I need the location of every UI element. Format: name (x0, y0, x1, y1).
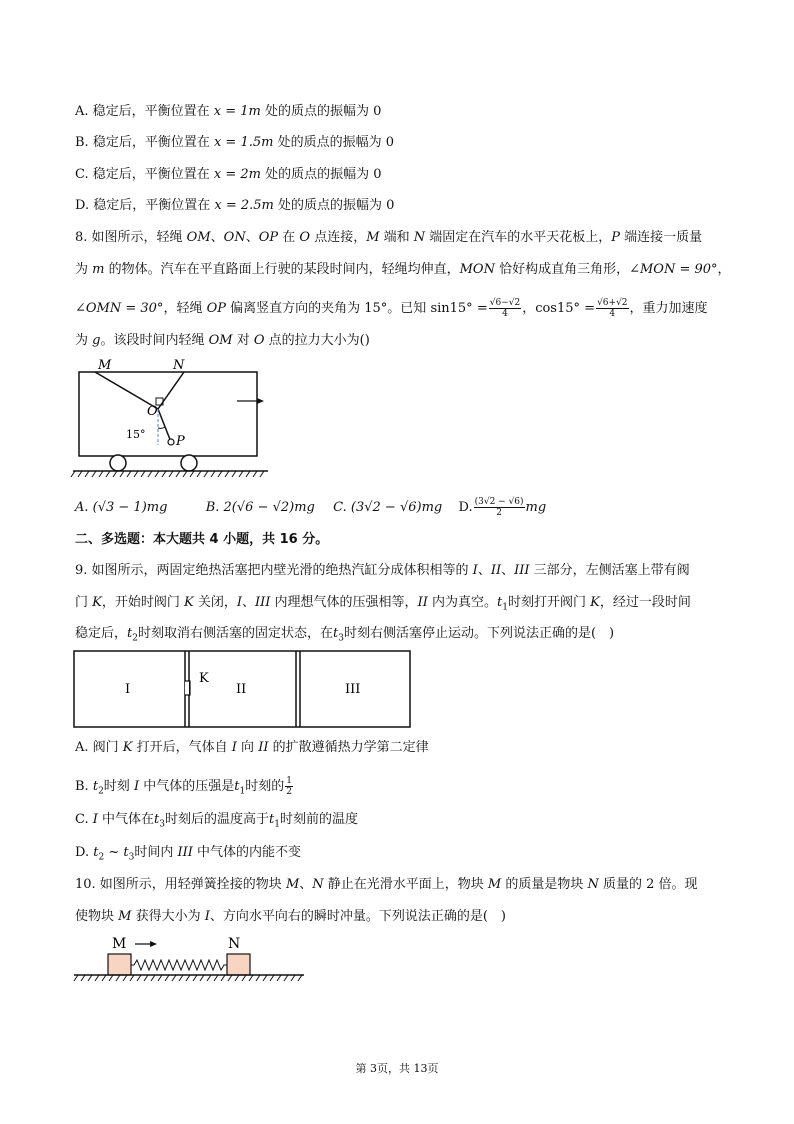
ground-hatching (71, 471, 264, 477)
cos15-fraction: $\frac{√6+√2}{4}$ (597, 298, 628, 319)
q7-option-a: A. 稳定后，平衡位置在 x = 1m 处的质点的振幅为 0 (75, 104, 382, 119)
block-m (108, 954, 131, 975)
floor-hatching (74, 975, 302, 981)
q8-option-a: A. (√3 − 1)mg (75, 500, 168, 515)
motion-arrow-head (257, 398, 264, 404)
section-2-title: 二、多选题：本大题共 4 小题，共 16 分。 (75, 532, 329, 547)
q8-car-figure (70, 355, 280, 480)
q9-stem-line1: 9. 如图所示，两固定绝热活塞把内壁光滑的绝热汽缸分成体积相等的 I、II、III 三部分，左侧活塞上带有阀 (75, 563, 690, 578)
q9-option-b: B. $t_2$时刻 I 中气体的压强是$t_1$时刻的 $\frac{1}{2}$ (75, 776, 292, 797)
q7-option-b: B. 稳定后，平衡位置在 x = 1.5m 处的质点的振幅为 0 (75, 135, 394, 150)
valve-gap (185, 681, 189, 695)
rope-on (158, 372, 184, 409)
block-n (227, 954, 250, 975)
label-block-m: M (112, 936, 127, 952)
q8-options (75, 497, 546, 518)
chamber-ii-label: II (236, 682, 247, 697)
chamber-iii-label: III (345, 682, 361, 697)
spring (131, 960, 227, 970)
q8-stem-line3: ∠OMN = 30°，轻绳 OP 偏离竖直方向的夹角为 15°。已知 sin15° = $\frac{√6-√2}{4}$ ，cos15° = $\frac{√6+√2}{4}$ ，重力加速度 (75, 298, 708, 319)
q7-option-d: D. 稳定后，平衡位置在 x = 2.5m 处的质点的振幅为 0 (75, 198, 395, 213)
q8-option-d: D. $\frac{(3√2 - √6)}{2}$ mg (458, 497, 547, 518)
page-footer: 第 3页，共 13页 (355, 1062, 439, 1075)
label-p: P (176, 434, 185, 449)
q10-stem-line2: 使物块 M 获得大小为 I、方向水平向右的瞬时冲量。下列说法正确的是( ) (75, 909, 507, 924)
q9-stem-line2: 门 K，开始时阀门 K 关闭，I、III 内理想气体的压强相等，II 内为真空。$t_1$时刻打开阀门 K，经过一段时间 (75, 595, 691, 613)
q9-option-a: A. 阀门 K 打开后，气体自 I 向 II 的扩散遵循热力学第二定律 (75, 740, 429, 755)
rope-op (158, 409, 171, 442)
q8-stem-line4: 为 g。该段时间内轻绳 OM 对 O 点的拉力大小为() (75, 333, 370, 348)
label-o: O (147, 404, 158, 419)
chamber-i-label: I (125, 682, 131, 697)
sin15-fraction: $\frac{√6-√2}{4}$ (489, 298, 521, 319)
q8-stem-line1: 8. 如图所示，轻绳 OM、ON、OP 在 O 点连接，M 端和 N 端固定在汽车的水平天花板上，P 端连接一质量 (75, 230, 703, 245)
label-block-n: N (228, 936, 241, 952)
q9-option-c: C. I 中气体在$t_3$时刻后的温度高于$t_1$时刻前的温度 (75, 812, 358, 830)
q7-option-c: C. 稳定后，平衡位置在 x = 2m 处的质点的振幅为 0 (75, 167, 382, 182)
q8-option-c: C. (3√2 − √6)mg (333, 500, 443, 515)
q8-option-b: B. 2(√6 − √2)mg (205, 500, 315, 515)
q9-cylinder-figure (73, 650, 413, 728)
left-wheel (110, 455, 126, 471)
angle-arc (158, 427, 165, 428)
q9-option-d: D. $t_2$ ~ $t_3$时间内 III 中气体的内能不变 (75, 845, 302, 863)
q10-spring-figure (72, 933, 308, 988)
label-n: N (173, 358, 185, 373)
q9-stem-line3: 稳定后，$t_2$时刻取消右侧活塞的固定状态，在$t_3$时刻右侧活塞停止运动。下列说法正确的是( ) (75, 626, 615, 644)
label-angle: 15° (126, 428, 146, 441)
right-wheel (181, 455, 197, 471)
label-m: M (98, 358, 112, 373)
q8-stem-line2: 为 m 的物体。汽车在平直路面上行驶的某段时间内，轻绳均伸直，MON 恰好构成直角三角形，∠MON = 90°， (75, 262, 731, 277)
impulse-arrow-head (150, 941, 157, 947)
q10-stem-line1: 10. 如图所示，用轻弹簧拴接的物块 M、N 静止在光滑水平面上，物块 M 的质量是物块 N 质量的 2 倍。现 (75, 877, 698, 892)
valve-k-label: K (199, 671, 209, 686)
mass-p (168, 439, 174, 445)
